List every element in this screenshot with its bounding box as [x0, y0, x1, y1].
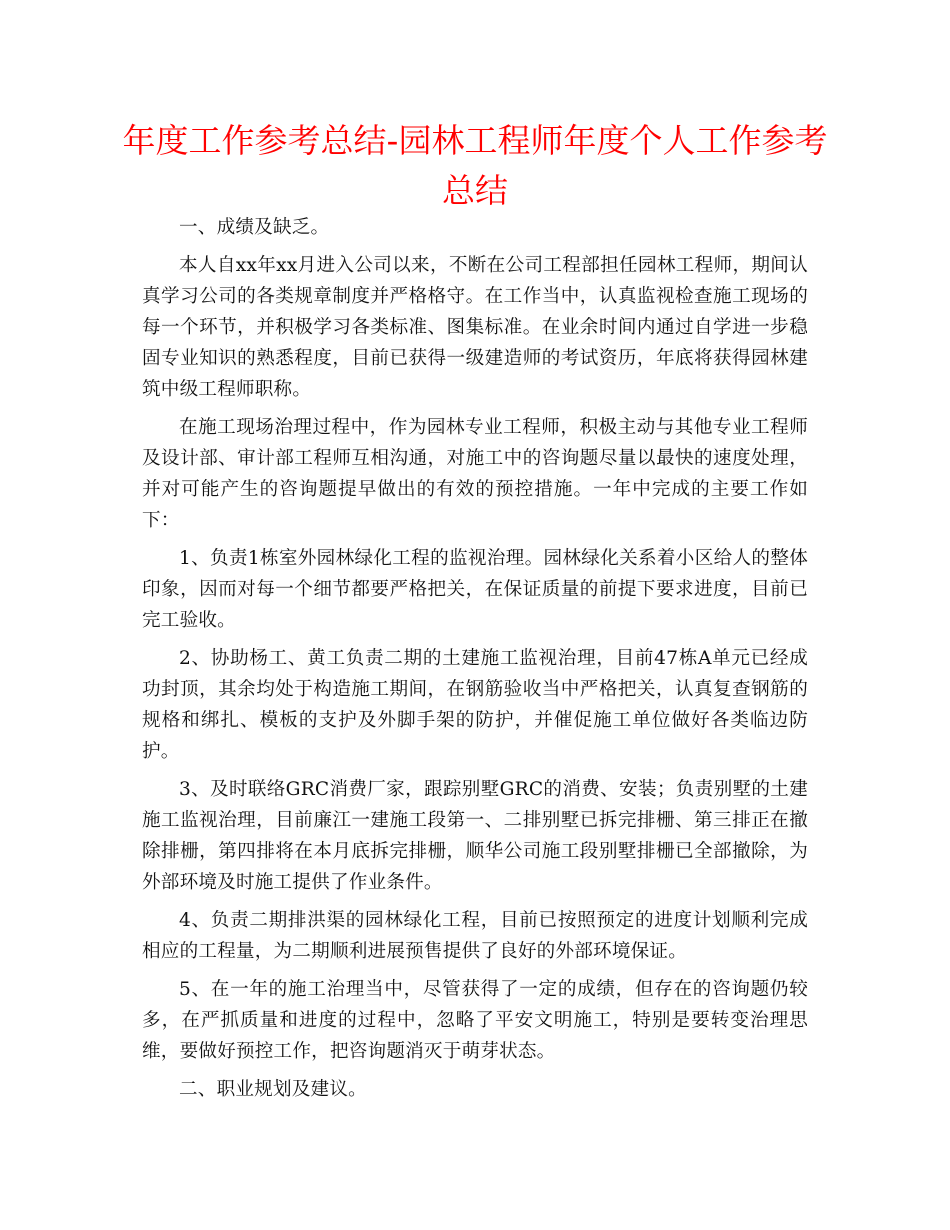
list-item-3: 3、及时联络GRC消费厂家，跟踪别墅GRC的消费、安装；负责别墅的土建施工监视治理，目前廉江一建施工段第一、二排别墅已拆完排栅、第三排正在撤除排栅，第四排将在本月底拆完排栅，顺华公司施工段别墅排栅已全部撤除，为外部环境及时施工提供了作业条件。 — [142, 779, 808, 893]
paragraph-introduction: 本人自xx年xx月进入公司以来，不断在公司工程部担任园林工程师，期间认真学习公司的各类规章制度并严格格守。在工作当中，认真监视检查施工现场的每一个环节，并积极学习各类标准、图集标准。在业余时间内通过自学进一步稳固专业知识的熟悉程度，目前已获得一级建造师的考试资历，年底将获得园林建筑中级工程师职称。 — [142, 255, 808, 400]
list-item-2: 2、协助杨工、黄工负责二期的土建施工监视治理，目前47栋A单元已经成功封顶，其余均处于构造施工期间，在钢筋验收当中严格把关，认真复查钢筋的规格和绑扎、模板的支护及外脚手架的防护，并催促施工单位做好各类临边防护。 — [142, 648, 808, 762]
section-heading-achievements: 一、成绩及缺乏。 — [179, 217, 330, 238]
list-item-4: 4、负责二期排洪渠的园林绿化工程，目前已按照预定的进度计划顺利完成相应的工程量，为二期顺利进展预售提供了良好的外部环境保证。 — [142, 910, 808, 962]
list-item-5: 5、在一年的施工治理当中，尽管获得了一定的成绩，但存在的咨询题仍较多，在严抓质量和进度的过程中，忽略了平安文明施工，特别是要转变治理思维，要做好预控工作，把咨询题消灭于萌芽状态。 — [142, 979, 808, 1062]
document-body — [142, 212, 808, 1112]
section-heading-career-plan: 二、职业规划及建议。 — [179, 1079, 367, 1100]
document-title: 年度工作参考总结-园林工程师年度个人工作参考总结 — [122, 121, 828, 210]
list-item-1: 1、负责1栋室外园林绿化工程的监视治理。园林绿化关系着小区给人的整体印象，因而对每一个细节都要严格把关，在保证质量的前提下要求进度，目前已完工验收。 — [142, 548, 808, 631]
paragraph-site-management: 在施工现场治理过程中，作为园林专业工程师，积极主动与其他专业工程师及设计部、审计部工程师互相沟通，对施工中的咨询题尽量以最快的速度处理，并对可能产生的咨询题提早做出的有效的预控措施。一年中完成的主要工作如下： — [142, 417, 808, 531]
